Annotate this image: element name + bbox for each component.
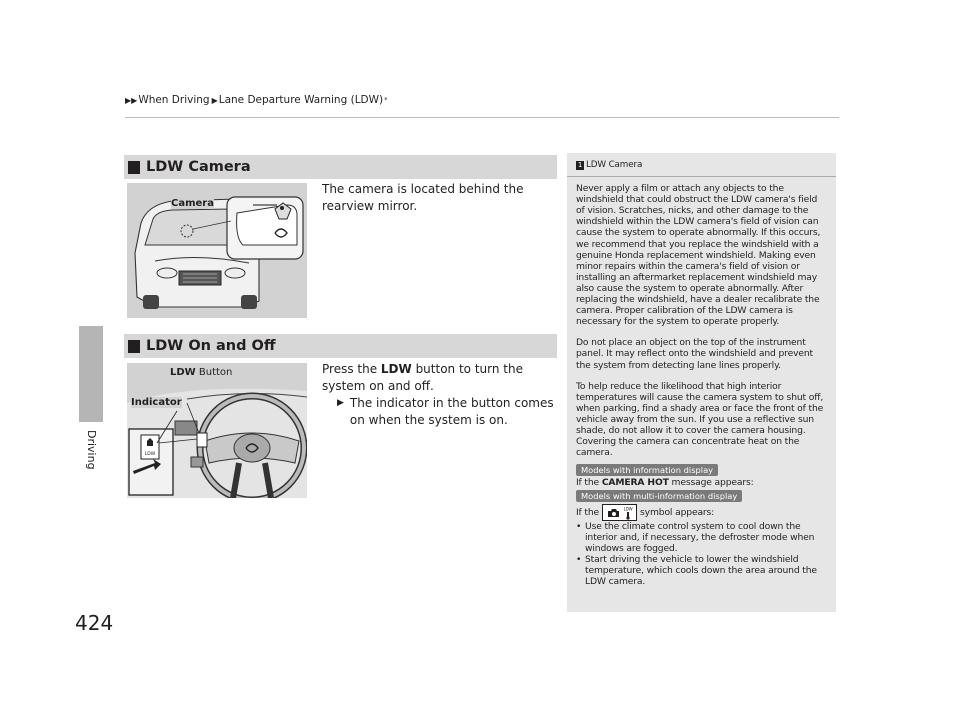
list-item: • Start driving the vehicle to lower the windshield temperature, which cools down the area around the LDW camera. — [576, 554, 828, 587]
breadcrumb-item[interactable]: When Driving — [138, 94, 210, 106]
camera-label: Camera — [171, 198, 214, 209]
header-divider — [125, 117, 839, 118]
note-paragraph: Do not place an object on the top of the instrument panel. It may reflect onto the windshield and prevent the system from detecting lane lines properly. — [576, 337, 813, 371]
side-note — [567, 153, 836, 612]
ldw-button-figure — [127, 363, 307, 498]
camera-hot-symbol-icon — [602, 504, 637, 521]
ldw-button-label: LDW Button — [170, 367, 233, 378]
result-arrow-icon: ▶ — [337, 398, 344, 408]
page-number: 424 — [75, 611, 114, 635]
arrow-icon: ▶▶ — [125, 95, 138, 105]
section-header-ldw-on-off — [124, 334, 557, 358]
note-title: 1 LDW Camera — [577, 160, 643, 170]
breadcrumb — [125, 94, 388, 106]
camera-location-figure — [127, 183, 307, 318]
sub-note: ▶ The indicator in the button comes on when the system is on. — [337, 396, 554, 427]
breadcrumb-item[interactable]: Lane Departure Warning (LDW) — [218, 94, 384, 106]
note-divider — [567, 176, 836, 177]
camera-hot-line: If the CAMERA HOT message appears: — [576, 477, 754, 489]
note-index: 1 — [577, 161, 583, 170]
list-item: • Use the climate control system to cool down the interior and, if necessary, the defroster mode when windows are fogged. — [576, 521, 828, 554]
note-paragraph: To help reduce the likelihood that high interior temperatures will cause the camera system to shut off, when parking, find a shady area or face the front of the vehicle away from the sun. If you use a reflective sun shade, do not allow it to cover the camera housing. Covering the camera can concentrate heat on the camera. — [576, 380, 824, 459]
section-title: LDW Camera — [146, 159, 251, 175]
chapter-tab[interactable] — [79, 326, 103, 422]
symbol-line: If the LDW symbol appears: — [576, 504, 828, 521]
symbol-text: LDW — [623, 506, 633, 512]
section-title: LDW On and Off — [146, 338, 276, 354]
model-badge: Models with information display — [576, 464, 718, 476]
square-bullet-icon — [128, 161, 140, 174]
arrow-icon: ▶ — [211, 95, 218, 105]
section-body: Press the LDW button to turn the system on and off. — [322, 362, 523, 393]
section-body: The camera is located behind the rearview mirror. — [322, 182, 524, 213]
asterisk: * — [384, 96, 388, 104]
square-bullet-icon — [128, 340, 140, 353]
chapter-label: Driving — [85, 430, 98, 470]
indicator-label: Indicator — [131, 397, 182, 408]
section-header-ldw-camera — [124, 155, 557, 179]
note-paragraph: Never apply a film or attach any objects to the windshield that could obstruct the LDW camera's field of vision. Scratches, nicks, and other damage to the windshield within the LDW camera's field of vision can cause the system to operate abnormally. If this occurs, we recommend that you replace the windshield with a genuine Honda replacement windshield. Making even minor repairs within the camera's field of vision or installing an aftermarket replacement windshield may also cause the system to operate abnormally. After replacing the windshield, have a dealer recalibrate the camera. Proper calibration of the LDW camera is necessary for the system to operate properly. — [576, 183, 821, 328]
ldw-button-text: LDW — [144, 452, 156, 457]
note-bullet-list — [576, 521, 828, 588]
model-badge: Models with multi-information display — [576, 490, 742, 502]
